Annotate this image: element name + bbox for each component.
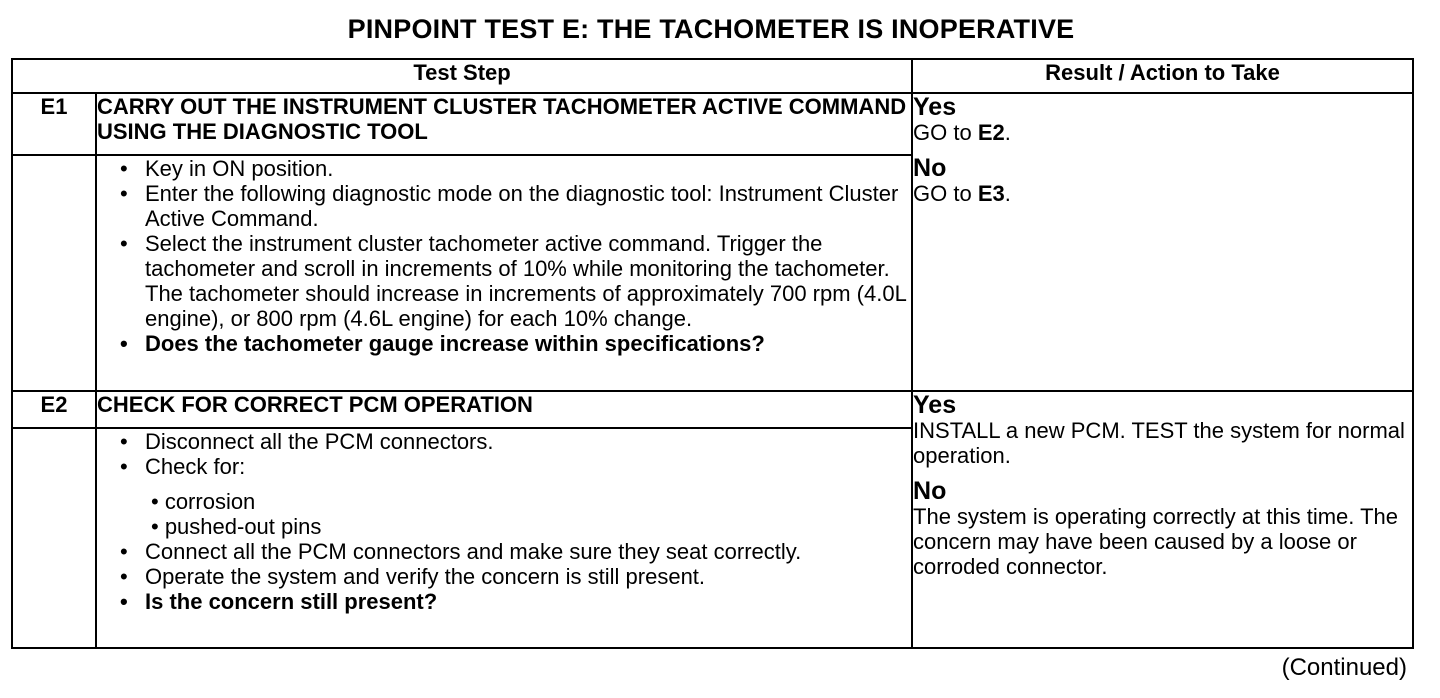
e1-yes-label: Yes xyxy=(913,93,957,121)
step-e1-body xyxy=(96,155,912,391)
step-id-e1: E1 xyxy=(12,93,96,155)
list-item: • Connect all the PCM connectors and make sure they seat correctly. xyxy=(120,539,802,564)
list-item: • Key in ON position. xyxy=(120,156,334,181)
step-e1-heading: CARRY OUT THE INSTRUMENT CLUSTER TACHOMETER ACTIVE COMMAND USING THE DIAGNOSTIC TOOL xyxy=(96,93,912,155)
step-e1-list xyxy=(97,156,911,356)
step-e2-result xyxy=(912,391,1413,648)
step-e2-id-spacer xyxy=(12,428,96,648)
step-e1-result xyxy=(912,93,1413,391)
e2-no-action: The system is operating correctly at this time. The concern may have been caused by a loose or corroded connector. xyxy=(913,504,1399,579)
list-item: • Enter the following diagnostic mode on the diagnostic tool: Instrument Cluster Active Command. xyxy=(120,181,899,231)
step-id-e2: E2 xyxy=(12,391,96,428)
step-e2-body xyxy=(96,428,912,648)
pinpoint-test-table xyxy=(11,58,1414,649)
step-e1-heading-row xyxy=(12,93,1413,155)
list-item: • Operate the system and verify the concern is still present. xyxy=(120,564,706,589)
e1-yes-target: E2 xyxy=(977,120,1005,145)
e1-no-label: No xyxy=(913,154,947,182)
sub-list-item: • pushed-out pins xyxy=(151,514,322,539)
sub-list-item: • corrosion xyxy=(151,489,256,514)
e1-no-target: E3 xyxy=(977,181,1005,206)
continued-note: (Continued) xyxy=(1281,654,1407,681)
list-item-question: • Is the concern still present? xyxy=(120,589,438,614)
e2-yes-action: INSTALL a new PCM. TEST the system for normal operation. xyxy=(913,418,1405,468)
column-header-test-step: Test Step xyxy=(12,59,912,93)
list-item: • Select the instrument cluster tachometer active command. Trigger the tachometer and scroll in increments of 10% while monitoring the tachometer. The tachometer should increase in increments of approximately 700 rpm (4.0L engine), or 800 rpm (4.6L engine) for each 10% change. xyxy=(120,231,907,331)
e1-yes-action: GO to E2. xyxy=(913,120,1011,145)
list-item-question: • Does the tachometer gauge increase within specifications? xyxy=(120,331,765,356)
step-e2-list xyxy=(97,429,911,614)
e2-no-label: No xyxy=(913,477,947,505)
step-e1-id-spacer xyxy=(12,155,96,391)
e1-no-action: GO to E3. xyxy=(913,181,1011,206)
step-e2-heading: CHECK FOR CORRECT PCM OPERATION xyxy=(96,391,912,428)
page-title: PINPOINT TEST E: THE TACHOMETER IS INOPERATIVE xyxy=(347,14,1075,44)
column-header-result-action: Result / Action to Take xyxy=(912,59,1413,93)
table-header-row xyxy=(12,59,1413,93)
list-item: • Check for: • corrosion • pushed-out pins xyxy=(97,454,911,539)
e2-yes-label: Yes xyxy=(913,391,957,419)
list-item: • Disconnect all the PCM connectors. xyxy=(120,429,494,454)
check-for-sublist xyxy=(145,489,911,539)
step-e2-heading-row xyxy=(12,391,1413,428)
